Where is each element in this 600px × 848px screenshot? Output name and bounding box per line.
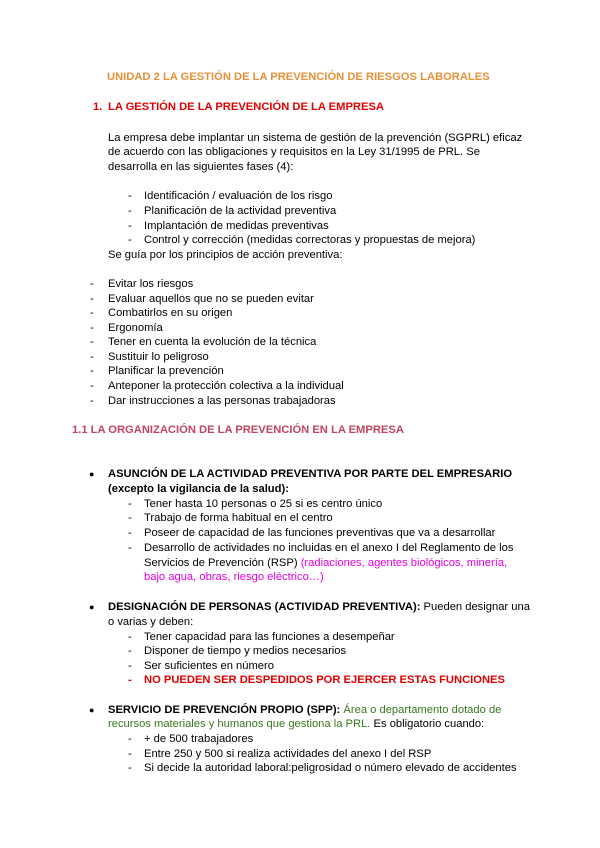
spp-item: + de 500 trabajadores xyxy=(144,733,254,745)
asuncion-dash: - xyxy=(128,512,132,524)
rsp-examples-cont: bajo agua, obras, riesgo eléctrico…) xyxy=(144,571,324,583)
spp-obligatorio: Es obligatorio cuando: xyxy=(370,718,485,730)
designacion-dash: - xyxy=(128,645,132,657)
principle-dash: - xyxy=(90,322,94,334)
designacion-title: DESIGNACIÓN DE PERSONAS (ACTIVIDAD PREVENTIVA): xyxy=(108,601,421,613)
rsp-examples: (radiaciones, agentes biológicos, minería, xyxy=(300,557,508,569)
bullet-icon: ● xyxy=(89,469,95,479)
principle-dash: - xyxy=(90,380,94,392)
principle-dash: - xyxy=(90,336,94,348)
designacion-title-rest: Pueden designar una xyxy=(420,601,530,613)
principles-intro: Se guía por los principios de acción preventiva: xyxy=(108,249,343,261)
principle-item: Ergonomía xyxy=(108,322,163,334)
spp-dash: - xyxy=(128,748,132,760)
phase-item: Control y corrección (medidas correctoras y propuestas de mejora) xyxy=(144,234,476,246)
principle-item: Tener en cuenta la evolución de la técnica xyxy=(108,336,317,348)
section1-number: 1. xyxy=(93,101,103,113)
phase-item: Planificación de la actividad preventiva xyxy=(144,205,337,217)
asuncion-item: Desarrollo de actividades no incluidas en el anexo I del Reglamento de los xyxy=(144,542,514,554)
asuncion-title: ASUNCIÓN DE LA ACTIVIDAD PREVENTIVA POR PARTE DEL EMPRESARIO xyxy=(108,468,513,480)
principle-item: Evaluar aquellos que no se pueden evitar xyxy=(108,293,314,305)
phase-dash: - xyxy=(128,220,132,232)
unit-title: UNIDAD 2 LA GESTIÓN DE LA PREVENCIÓN DE RIESGOS LABORALES xyxy=(107,71,490,83)
asuncion-dash: - xyxy=(128,498,132,510)
spp-title: SERVICIO DE PREVENCIÓN PROPIO (SPP): xyxy=(108,704,341,716)
designacion-line2: o varias y deben: xyxy=(108,616,194,628)
principle-dash: - xyxy=(90,395,94,407)
designacion-dash: - xyxy=(128,631,132,643)
principle-item: Anteponer la protección colectiva a la individual xyxy=(108,380,344,392)
principle-dash: - xyxy=(90,293,94,305)
designacion-item: Disponer de tiempo y medios necesarios xyxy=(144,645,347,657)
designacion-item: Tener capacidad para las funciones a desempeñar xyxy=(144,631,395,643)
designacion-dash: - xyxy=(128,674,132,686)
principle-dash: - xyxy=(90,351,94,363)
designacion-item: Ser suficientes en número xyxy=(144,660,274,672)
principle-item: Dar instrucciones a las personas trabajadoras xyxy=(108,395,336,407)
designacion-dash: - xyxy=(128,660,132,672)
asuncion-item4-line2 xyxy=(144,556,507,570)
principle-item: Sustituir lo peligroso xyxy=(108,351,209,363)
phase-item: Identificación / evaluación de los risgo xyxy=(144,190,333,202)
spp-definition: Área o departamento dotado de xyxy=(340,704,502,716)
spp-dash: - xyxy=(128,733,132,745)
spp-line2 xyxy=(108,717,484,731)
bullet-icon: ● xyxy=(89,705,95,715)
intro-line-1: La empresa debe implantar un sistema de gestión de la prevención (SGPRL) eficaz xyxy=(108,132,523,144)
principle-item: Combatirlos en su origen xyxy=(108,307,233,319)
phase-dash: - xyxy=(128,205,132,217)
asuncion-dash: - xyxy=(128,542,132,554)
phase-dash: - xyxy=(128,190,132,202)
asuncion-subtitle: (excepto la vigilancia de la salud): xyxy=(108,483,289,495)
principle-dash: - xyxy=(90,307,94,319)
principle-dash: - xyxy=(90,278,94,290)
asuncion-dash: - xyxy=(128,527,132,539)
rsp-text: Servicios de Prevención (RSP) xyxy=(144,557,301,569)
phase-dash: - xyxy=(128,234,132,246)
spp-item: Entre 250 y 500 si realiza actividades del anexo I del RSP xyxy=(144,748,432,760)
spp-dash: - xyxy=(128,762,132,774)
principle-item: Planificar la prevención xyxy=(108,365,224,377)
section11-title: 1.1 LA ORGANIZACIÓN DE LA PREVENCIÓN EN LA EMPRESA xyxy=(72,424,404,436)
designacion-warning: NO PUEDEN SER DESPEDIDOS POR EJERCER ESTAS FUNCIONES xyxy=(144,674,505,686)
spp-item: Si decide la autoridad laboral:peligrosidad o número elevado de accidentes xyxy=(144,762,517,774)
intro-line-3: desarrolla en las siguientes fases (4): xyxy=(108,161,294,173)
principle-item: Evitar los riesgos xyxy=(108,278,194,290)
spp-definition-cont: recursos materiales y humanos que gestiona la PRL. xyxy=(108,718,371,730)
asuncion-item: Tener hasta 10 personas o 25 si es centro único xyxy=(144,498,383,510)
asuncion-item: Trabajo de forma habitual en el centro xyxy=(144,512,333,524)
asuncion-item: Poseer de capacidad de las funciones preventivas que va a desarrollar xyxy=(144,527,496,539)
bullet-icon: ● xyxy=(89,602,95,612)
spp-title-line xyxy=(108,703,501,717)
intro-line-2: de acuerdo con las obligaciones y requisitos en la Ley 31/1995 de PRL. Se xyxy=(108,146,480,158)
section1-title: LA GESTIÓN DE LA PREVENCIÓN DE LA EMPRESA xyxy=(108,101,384,113)
principle-dash: - xyxy=(90,365,94,377)
phase-item: Implantación de medidas preventivas xyxy=(144,220,329,232)
designacion-title-line xyxy=(108,600,530,614)
